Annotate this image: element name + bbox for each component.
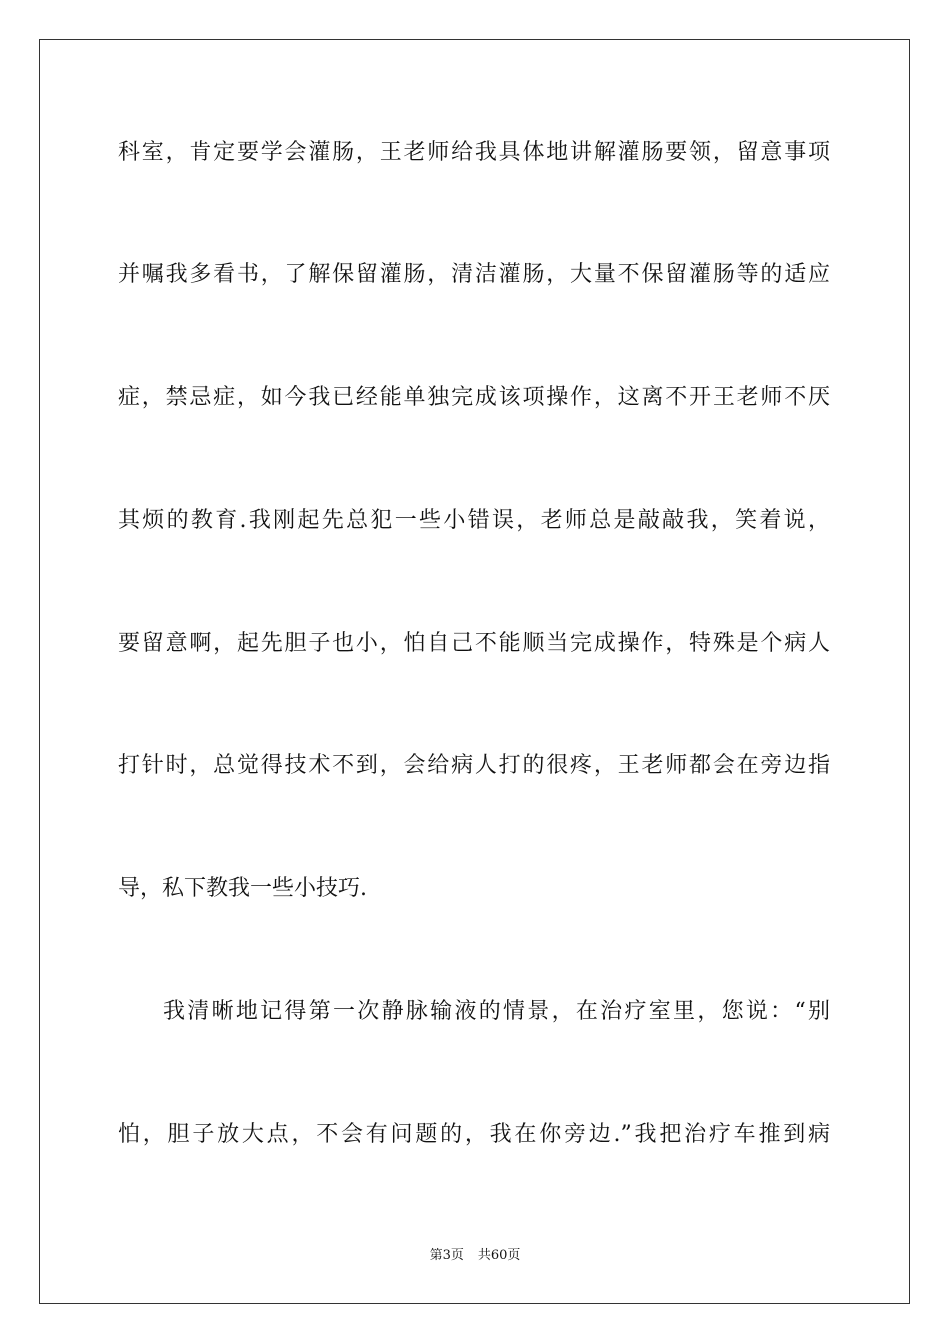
page-total: 共60页: [477, 1248, 521, 1263]
page-frame: [39, 39, 910, 1304]
text-line: 症，禁忌症，如今我已经能单独完成该项操作，这离不开王老师不厌: [118, 385, 830, 410]
text-line: 导，私下教我一些小技巧.: [118, 876, 367, 901]
paragraph-first-line: 我清晰地记得第一次静脉输液的情景，在治疗室里，您说：“别: [163, 999, 830, 1024]
page-footer: [0, 1247, 950, 1265]
text-line: 科室，肯定要学会灌肠，王老师给我具体地讲解灌肠要领，留意事项: [118, 140, 830, 165]
text-line: 打针时，总觉得技术不到，会给病人打的很疼，王老师都会在旁边指: [118, 753, 830, 778]
page-number: 第3页: [429, 1248, 464, 1263]
text-line: 要留意啊，起先胆子也小，怕自己不能顺当完成操作，特殊是个病人: [118, 631, 830, 656]
text-line: 怕，胆子放大点，不会有问题的，我在你旁边.”我把治疗车推到病: [118, 1122, 830, 1147]
text-line: 其烦的教育.我刚起先总犯一些小错误，老师总是敲敲我，笑着说，: [118, 508, 830, 533]
text-line: 并嘱我多看书，了解保留灌肠，清洁灌肠，大量不保留灌肠等的适应: [118, 262, 830, 287]
